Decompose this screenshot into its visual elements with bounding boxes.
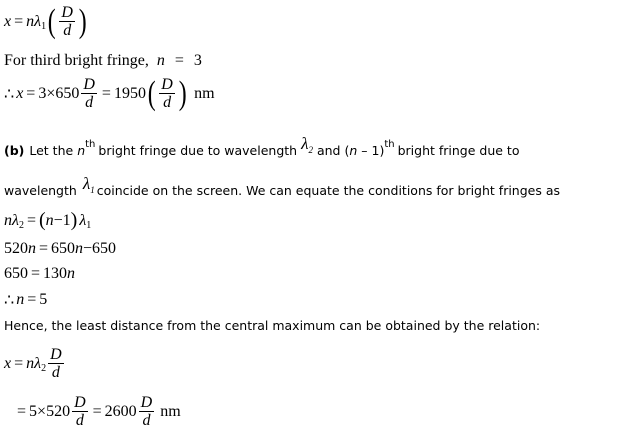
num-2600: 2600	[104, 402, 137, 420]
denominator: d	[75, 412, 84, 429]
var-n: n	[28, 240, 36, 257]
fraction-d-over-d	[59, 4, 75, 39]
fraction-d-over-d-2	[139, 394, 155, 429]
text-bright-fringe-due-to: bright fringe due to	[397, 142, 520, 158]
therefore: ∴	[4, 85, 15, 103]
denominator: d	[63, 22, 72, 39]
lambda: λ	[34, 12, 42, 30]
var-n: n	[67, 265, 76, 282]
equation-x-1950	[4, 76, 215, 111]
text-and: and (	[316, 142, 350, 158]
equals: =	[92, 402, 102, 420]
denominator: d	[85, 94, 94, 111]
var-n: n	[75, 240, 84, 257]
var-n: n	[349, 142, 358, 158]
value-5: 5	[39, 291, 48, 308]
num-5: 5	[29, 402, 38, 420]
fraction-d-over-d	[81, 76, 97, 111]
var-x: x	[4, 12, 12, 30]
equals: =	[26, 211, 36, 229]
var-x: x	[16, 84, 24, 102]
equals: =	[14, 354, 24, 372]
var-n: n	[77, 142, 86, 158]
lambda: λ	[301, 134, 309, 153]
lambda: λ	[82, 174, 91, 193]
denominator: d	[142, 412, 151, 429]
left-paren: (	[47, 2, 56, 40]
var-x: x	[4, 354, 12, 372]
equals: =	[26, 84, 36, 102]
num-1950: 1950	[113, 84, 146, 102]
lambda-subscript: 1	[41, 21, 47, 32]
numerator: D	[161, 76, 173, 93]
lambda: λ	[34, 354, 42, 372]
lambda-subscript: 2	[41, 363, 47, 374]
num-520: 520	[46, 402, 71, 420]
text-minus-one: – 1)	[361, 142, 385, 158]
numerator: D	[83, 76, 95, 93]
fraction-d-over-d	[72, 394, 88, 429]
var-n: n	[45, 211, 54, 229]
text-bright-fringe-wavelength: bright fringe due to wavelength	[98, 142, 298, 158]
var-n: n	[16, 291, 25, 308]
text-coincide: coincide on the screen. We can equate the conditions for bright fringes as	[96, 182, 561, 198]
left-paren: (	[147, 74, 156, 112]
numerator: D	[74, 394, 86, 411]
times: ×	[37, 402, 47, 420]
hence-text: Hence, the least distance from the central maximum can be obtained by the relation:	[4, 318, 541, 333]
numerator: D	[61, 4, 73, 21]
equation-x-n-lambda1	[4, 4, 88, 39]
var-n: n	[26, 12, 35, 30]
lambda-subscript: 2	[18, 220, 24, 231]
right-paren: )	[78, 2, 87, 40]
num-650: 650	[51, 240, 76, 257]
lambda-1	[83, 174, 95, 194]
lambda-subscript: 2	[308, 145, 313, 155]
equation-520n	[4, 240, 116, 258]
equals: =	[14, 12, 24, 30]
equals: =	[174, 52, 184, 69]
third-fringe-statement	[4, 52, 202, 70]
numerator: D	[140, 394, 153, 411]
text-wavelength: wavelength	[4, 182, 77, 198]
equals: =	[31, 265, 41, 282]
var-n: n	[26, 354, 35, 372]
lambda: λ	[79, 211, 87, 229]
equation-n-equals-5	[4, 290, 47, 310]
left-paren: (	[38, 209, 46, 231]
unit-nm: nm	[160, 402, 181, 420]
part-b-continued	[4, 174, 561, 200]
num-130: 130	[43, 265, 68, 282]
right-paren: )	[70, 209, 78, 231]
hence-statement	[4, 318, 540, 333]
therefore: ∴	[4, 292, 15, 309]
equals: =	[101, 84, 111, 102]
var-n: n	[4, 211, 12, 229]
lambda-2	[301, 134, 313, 154]
var-n: n	[156, 52, 165, 69]
num-3: 3	[38, 84, 47, 102]
lambda-subscript: 1	[86, 220, 92, 231]
text-let-the: Let the	[29, 142, 74, 158]
third-fringe-text: For third bright fringe,	[4, 52, 149, 69]
right-paren: )	[178, 74, 187, 112]
lambda: λ	[12, 211, 19, 229]
unit-nm: nm	[194, 84, 215, 102]
denominator: d	[163, 94, 172, 111]
equation-n-lambda2	[4, 209, 91, 232]
lambda-subscript: 1	[90, 185, 95, 195]
num-650: 650	[4, 265, 28, 282]
equation-650-130n	[4, 265, 75, 283]
equation-x-n-lambda2	[4, 346, 66, 381]
equals: =	[17, 402, 27, 420]
superscript-th: th	[384, 138, 395, 150]
part-b-intro	[4, 134, 520, 160]
times: ×	[46, 84, 56, 102]
equals: =	[39, 240, 49, 257]
value-3: 3	[193, 52, 202, 69]
num-520: 520	[4, 240, 28, 257]
equals: =	[27, 291, 37, 308]
fraction-d-over-d	[48, 346, 64, 381]
equation-2600	[14, 394, 181, 429]
denominator: d	[51, 364, 60, 381]
minus-650: −650	[83, 240, 117, 257]
part-b-label: (b)	[4, 142, 25, 158]
num-650: 650	[55, 84, 80, 102]
fraction-d-over-d-2	[159, 76, 175, 111]
minus-one: −1	[53, 211, 71, 229]
superscript-th: th	[85, 138, 96, 150]
numerator: D	[50, 346, 62, 363]
